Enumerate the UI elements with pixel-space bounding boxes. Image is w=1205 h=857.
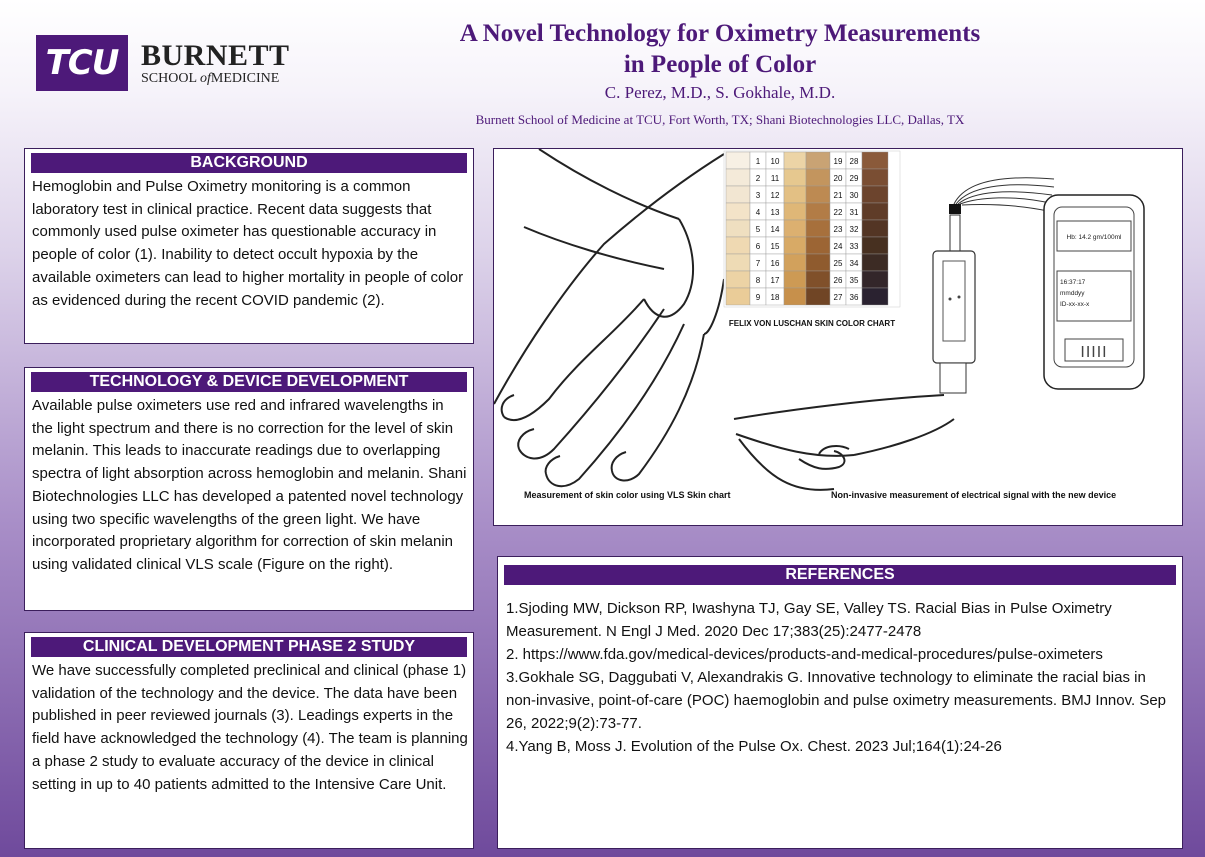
clinical-panel: [24, 632, 474, 849]
chart-number: 11: [770, 174, 780, 183]
skin-swatch: [862, 288, 888, 305]
poster-header: [420, 18, 1020, 128]
skin-swatch: [726, 152, 750, 169]
chart-number: 3: [755, 191, 761, 200]
probe-wires: [954, 178, 1054, 211]
chart-number: 22: [833, 208, 843, 217]
clinical-text: We have successfully completed preclinical and clinical (phase 1) validation of the technology and the device. The data have been published in peer reviewed journals (3). Leadings experts in the field have acknowledged the technology (4). The team is planning a phase 2 study to evaluate accuracy of the device in clinical setting in up to 40 patients admitted to the Intensive Care Unit.: [32, 662, 468, 793]
skin-swatch: [862, 152, 888, 169]
finger-probe: [933, 204, 975, 393]
skin-swatch: [784, 169, 806, 186]
chart-number: 18: [770, 293, 780, 302]
skin-swatch: [806, 271, 830, 288]
skin-swatch: [726, 169, 750, 186]
title-line-1: A Novel Technology for Oximetry Measurements: [459, 20, 981, 47]
chart-number: 23: [833, 225, 843, 234]
figure-illustration: [494, 149, 1182, 525]
chart-number: 8: [755, 276, 761, 285]
chart-number: 28: [849, 157, 859, 166]
device-button-row: IIIII: [1080, 344, 1108, 361]
skin-swatch: [806, 220, 830, 237]
technology-heading: TECHNOLOGY & DEVICE DEVELOPMENT: [31, 372, 467, 392]
skin-swatch: [806, 152, 830, 169]
chart-number: 32: [849, 225, 859, 234]
skin-swatch: [726, 203, 750, 220]
affiliation: Burnett School of Medicine at TCU, Fort Worth, TX; Shani Biotechnologies LLC, Dallas, TX: [475, 112, 965, 127]
device-date-readout: mmddyy: [1060, 290, 1085, 297]
logo-school-suffix: MEDICINE: [210, 70, 280, 86]
tcu-burnett-logo: [36, 35, 290, 91]
chart-number: 4: [755, 208, 761, 217]
chart-number: 36: [849, 293, 859, 302]
reference-item: 2. https://www.fda.gov/medical-devices/products-and-medical-procedures/pulse-oximeters: [506, 646, 1103, 663]
logo-school-prefix: SCHOOL: [141, 70, 197, 86]
reference-item: 1.Sjoding MW, Dickson RP, Iwashyna TJ, Gay SE, Valley TS. Racial Bias in Pulse Oximetry Measurement. N Engl J Med. 2020 Dec 17;383(25):2477-2478: [506, 600, 1112, 640]
chart-number: 14: [770, 225, 780, 234]
skin-swatch: [726, 271, 750, 288]
authors: C. Perez, M.D., S. Gokhale, M.D.: [604, 83, 836, 102]
skin-swatch: [726, 237, 750, 254]
logo-school-of: of: [200, 70, 211, 86]
skin-swatch: [726, 186, 750, 203]
chart-number: 13: [770, 208, 780, 217]
skin-swatch: [784, 152, 806, 169]
chart-number: 10: [770, 157, 780, 166]
skin-swatch: [726, 288, 750, 305]
skin-swatch: [784, 254, 806, 271]
chart-number: 21: [833, 191, 843, 200]
skin-swatch: [806, 169, 830, 186]
chart-number: 19: [833, 157, 843, 166]
logo-wordmark: [141, 38, 290, 86]
device-id-readout: ID-xx-xx-x: [1060, 301, 1090, 308]
chart-number: 27: [833, 293, 843, 302]
skin-swatch: [806, 237, 830, 254]
chart-title: FELIX VON LUSCHAN SKIN COLOR CHART: [728, 319, 896, 328]
skin-color-chart: [724, 151, 900, 307]
chart-number: 7: [755, 259, 761, 268]
skin-swatch: [862, 237, 888, 254]
references-panel: [497, 556, 1183, 849]
background-text: Hemoglobin and Pulse Oximetry monitoring is a common laboratory test in clinical practice. Recent data suggests that commonly used pulse oximeter has questionable accuracy in people of color (1). Inability to detect occult hypoxia by the available oximeters can lead to higher mortality in people of color as evidenced during the recent COVID pandemic (2).: [32, 178, 464, 309]
technology-text: Available pulse oximeters use red and infrared wavelengths in the light spectrum and there is no correction for the level of skin melanin. This leads to inaccurate readings due to overlapping spectra of light absorption across hemoglobin and melanin. Shani Biotechnologies LLC has developed a patented novel technology using two specific wavelengths of the green light. We have incorporated proprietary algorithm for correction of skin melanin using validated clinical VLS scale (Figure on the right).: [32, 397, 467, 573]
skin-swatch: [862, 254, 888, 271]
device-time-readout: 16:37:17: [1060, 279, 1086, 286]
chart-number: 15: [770, 242, 780, 251]
chart-number: 26: [833, 276, 843, 285]
background-panel: [24, 148, 474, 344]
reference-item: 3.Gokhale SG, Daggubati V, Alexandrakis G. Innovative technology to eliminate the racial bias in non-invasive, point-of-care (POC) haemoglobin and pulse oximetry measurements. BMJ Innov. Sep 26, 2022;9(2):73-77.: [506, 669, 1167, 732]
skin-swatch: [784, 271, 806, 288]
skin-swatch: [806, 254, 830, 271]
device-hb-readout: Hb: 14.2 gm/100ml: [1066, 234, 1122, 241]
chart-number: 34: [849, 259, 859, 268]
chart-number: 24: [833, 242, 843, 251]
references-list: [498, 585, 1182, 758]
skin-swatch: [784, 203, 806, 220]
figure-panel: [493, 148, 1183, 526]
skin-swatch: [806, 203, 830, 220]
arm-drawing: [734, 395, 954, 490]
poster-title: [420, 18, 1020, 80]
tcu-logo-mark: TCU: [36, 35, 128, 91]
skin-swatch: [862, 186, 888, 203]
skin-swatch: [806, 288, 830, 305]
chart-number: 5: [755, 225, 761, 234]
skin-swatch: [862, 271, 888, 288]
skin-swatch: [806, 186, 830, 203]
skin-swatch: [726, 220, 750, 237]
chart-number: 31: [849, 208, 859, 217]
skin-swatch: [862, 169, 888, 186]
chart-number: 9: [755, 293, 761, 302]
references-heading: REFERENCES: [504, 565, 1176, 585]
caption-right: Non-invasive measurement of electrical signal with the new device: [831, 490, 1117, 500]
chart-number: 25: [833, 259, 843, 268]
chart-number: 2: [755, 174, 761, 183]
skin-swatch: [784, 220, 806, 237]
skin-swatch: [726, 254, 750, 271]
background-heading: BACKGROUND: [31, 153, 467, 173]
skin-swatch: [862, 220, 888, 237]
chart-number: 12: [770, 191, 780, 200]
skin-swatch: [784, 186, 806, 203]
chart-number: 6: [755, 242, 761, 251]
chart-number: 33: [849, 242, 859, 251]
clinical-heading: CLINICAL DEVELOPMENT PHASE 2 STUDY: [31, 637, 467, 657]
skin-swatch: [784, 237, 806, 254]
skin-swatch: [784, 288, 806, 305]
logo-school: [141, 72, 290, 86]
chart-number: 1: [755, 157, 761, 166]
title-line-2: in People of Color: [623, 51, 817, 78]
skin-swatch: [862, 203, 888, 220]
caption-left: Measurement of skin color using VLS Skin chart: [524, 490, 731, 500]
chart-number: 35: [849, 276, 859, 285]
reference-item: 4.Yang B, Moss J. Evolution of the Pulse Ox. Chest. 2023 Jul;164(1):24-26: [506, 738, 1002, 755]
logo-burnett: BURNETT: [141, 38, 290, 72]
chart-number: 29: [849, 174, 859, 183]
technology-panel: [24, 367, 474, 611]
chart-number: 20: [833, 174, 843, 183]
chart-number: 17: [770, 276, 780, 285]
hand-drawing: [494, 149, 724, 486]
chart-number: 16: [770, 259, 780, 268]
chart-number: 30: [849, 191, 859, 200]
